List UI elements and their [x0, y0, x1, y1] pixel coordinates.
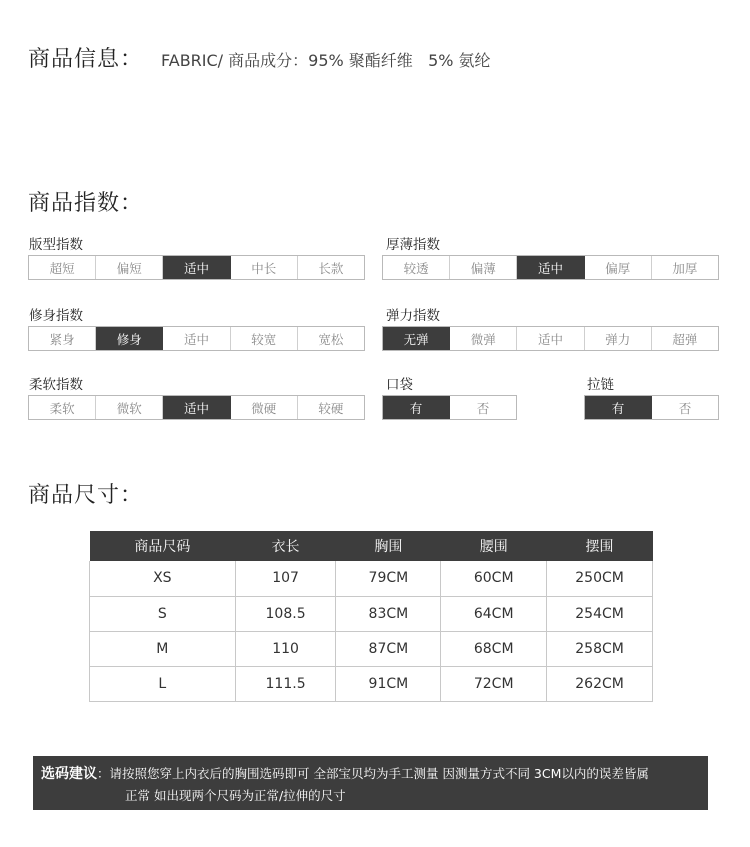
header-waist: 腰围 [441, 531, 547, 561]
idx-label-thickness: 厚薄指数 [386, 237, 440, 253]
idx-label-zipper: 拉链 [587, 377, 614, 393]
index-option: 较宽 [231, 327, 298, 350]
info-title: 商品信息： [28, 47, 144, 72]
cell-length: 108.5 [235, 596, 336, 631]
index-option: 宽松 [318, 331, 344, 347]
index-option: 微弹 [450, 327, 517, 350]
cell-length: 111.5 [235, 666, 336, 701]
cell-bust: 79CM [336, 561, 441, 596]
idx-bar-pocket [382, 395, 517, 420]
cell-waist: 68CM [441, 631, 547, 666]
cell-hem: 258CM [547, 631, 653, 666]
size-title: 商品尺寸： [28, 483, 144, 508]
cell-hem: 250CM [547, 561, 653, 596]
cell-hem: 262CM [547, 666, 653, 701]
cell-size: XS [90, 561, 236, 596]
cell-size: L [90, 666, 236, 701]
index-option: 适中 [517, 256, 584, 279]
advice-label: 选码建议 [41, 766, 97, 782]
index-option: 偏短 [96, 256, 163, 279]
index-option: 长款 [318, 260, 344, 276]
cell-bust: 87CM [336, 631, 441, 666]
index-option: 有 [383, 396, 450, 419]
cell-bust: 91CM [336, 666, 441, 701]
idx-label-pocket: 口袋 [386, 377, 413, 393]
index-option: 柔软 [29, 396, 96, 419]
size-advice [33, 756, 708, 810]
header-length: 衣长 [235, 531, 336, 561]
cell-hem: 254CM [547, 596, 653, 631]
cell-length: 110 [235, 631, 336, 666]
header-bust: 胸围 [336, 531, 441, 561]
idx-label-softness: 柔软指数 [29, 377, 83, 393]
cell-waist: 72CM [441, 666, 547, 701]
index-option: 否 [476, 400, 490, 416]
product-info [28, 42, 491, 73]
index-option: 微硬 [231, 396, 298, 419]
cell-waist: 64CM [441, 596, 547, 631]
index-option: 有 [585, 396, 652, 419]
header-size: 商品尺码 [90, 531, 236, 561]
advice-line1: ：请按照您穿上内衣后的胸围选码即可 全部宝贝均为手工测量 因测量方式不同 3CM以内的误差皆属 [97, 766, 649, 781]
fabric-composition: FABRIC/ 商品成分：95% 聚酯纤维 5% 氨纶 [161, 51, 491, 70]
idx-label-elasticity: 弹力指数 [386, 308, 440, 324]
index-option: 适中 [163, 256, 230, 279]
header-hem: 摆围 [547, 531, 653, 561]
index-option: 适中 [163, 327, 230, 350]
index-option: 修身 [96, 327, 163, 350]
idx-label-slim: 修身指数 [29, 308, 83, 324]
idx-bar-thickness [382, 255, 719, 280]
idx-bar-fit [28, 255, 365, 280]
cell-waist: 60CM [441, 561, 547, 596]
index-option: 偏薄 [450, 256, 517, 279]
cell-size: M [90, 631, 236, 666]
index-option: 适中 [163, 396, 230, 419]
index-option: 适中 [517, 327, 584, 350]
index-title: 商品指数： [28, 191, 144, 216]
index-option: 较透 [383, 256, 450, 279]
cell-length: 107 [235, 561, 336, 596]
index-option: 超弹 [672, 331, 698, 347]
cell-size: S [90, 596, 236, 631]
table-row [90, 561, 653, 596]
index-option: 超短 [29, 256, 96, 279]
index-option: 弹力 [585, 327, 652, 350]
advice-line2: 正常 如出现两个尺码为正常/拉伸的尺寸 [125, 788, 346, 803]
idx-bar-slim [28, 326, 365, 351]
size-table [89, 531, 653, 702]
idx-bar-zipper [584, 395, 719, 420]
idx-bar-softness [28, 395, 365, 420]
size-table-header [90, 531, 653, 561]
table-row [90, 666, 653, 701]
cell-bust: 83CM [336, 596, 441, 631]
index-option: 中长 [231, 256, 298, 279]
idx-label-fit: 版型指数 [29, 237, 83, 253]
index-option: 微软 [96, 396, 163, 419]
table-row [90, 596, 653, 631]
index-option: 紧身 [29, 327, 96, 350]
index-option: 无弹 [383, 327, 450, 350]
idx-bar-elasticity [382, 326, 719, 351]
index-option: 加厚 [672, 260, 698, 276]
index-option: 较硬 [318, 400, 344, 416]
index-option: 偏厚 [585, 256, 652, 279]
table-row [90, 631, 653, 666]
index-option: 否 [678, 400, 692, 416]
